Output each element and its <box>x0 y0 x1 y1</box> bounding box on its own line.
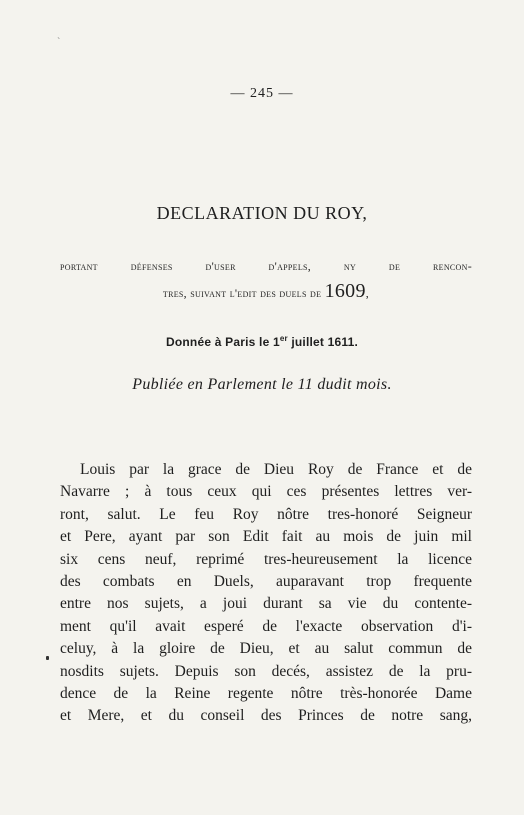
body-paragraph <box>60 459 472 728</box>
body-line: des combats en Duels, auparavant trop frequente <box>60 573 472 591</box>
body-line: Navarre ; à tous ceux qui ces présentes lettres ver- <box>60 483 472 501</box>
page-speck: ` <box>57 37 61 48</box>
declaration-subtitle <box>60 254 472 306</box>
subtitle-line-2 <box>60 279 472 306</box>
body-line: ment qu'il avait esperé de l'exacte observation d'i- <box>60 617 472 635</box>
body-line: entre nos sujets, a joui durant sa vie du contente- <box>60 595 472 613</box>
body-line: dence de la Reine regente nôtre très-honorée Dame <box>60 685 472 703</box>
subtitle-line-2-end: , <box>365 286 370 300</box>
published-line: Publiée en Parlement le 11 dudit mois. <box>132 376 392 393</box>
given-text: Donnée à Paris le 1 <box>166 335 280 349</box>
body-line: ront, salut. Le feu Roy nôtre tres-honoré Seigneur <box>60 505 472 523</box>
subtitle-year: 1609 <box>324 280 366 302</box>
body-line: nosdits sujets. Depuis son decés, assistez de la pru- <box>60 662 472 680</box>
body-line: et Mere, et du conseil des Princes de notre sang, <box>60 707 472 725</box>
declaration-title: DECLARATION DU ROY, <box>156 203 368 223</box>
body-line: et Pere, ayant par son Edit fait au mois de juin mil <box>60 528 472 546</box>
page-number: — 245 — <box>230 86 294 101</box>
given-text-end: juillet 1611. <box>287 335 358 349</box>
ink-speck <box>46 656 49 660</box>
body-line: six cens neuf, reprimé tres-heureusement la licence <box>60 550 472 568</box>
given-superscript: er <box>279 334 288 343</box>
given-date-line <box>0 334 524 349</box>
subtitle-line-1: portant défenses d'user d'appels, ny de rencon- <box>60 259 472 273</box>
body-line: Louis par la grace de Dieu Roy de France et de <box>80 461 472 478</box>
body-line: celuy, à la gloire de Dieu, et au salut commun de <box>60 640 472 658</box>
subtitle-line-2-text: tres, suivant l'edit des duels de <box>162 286 325 300</box>
